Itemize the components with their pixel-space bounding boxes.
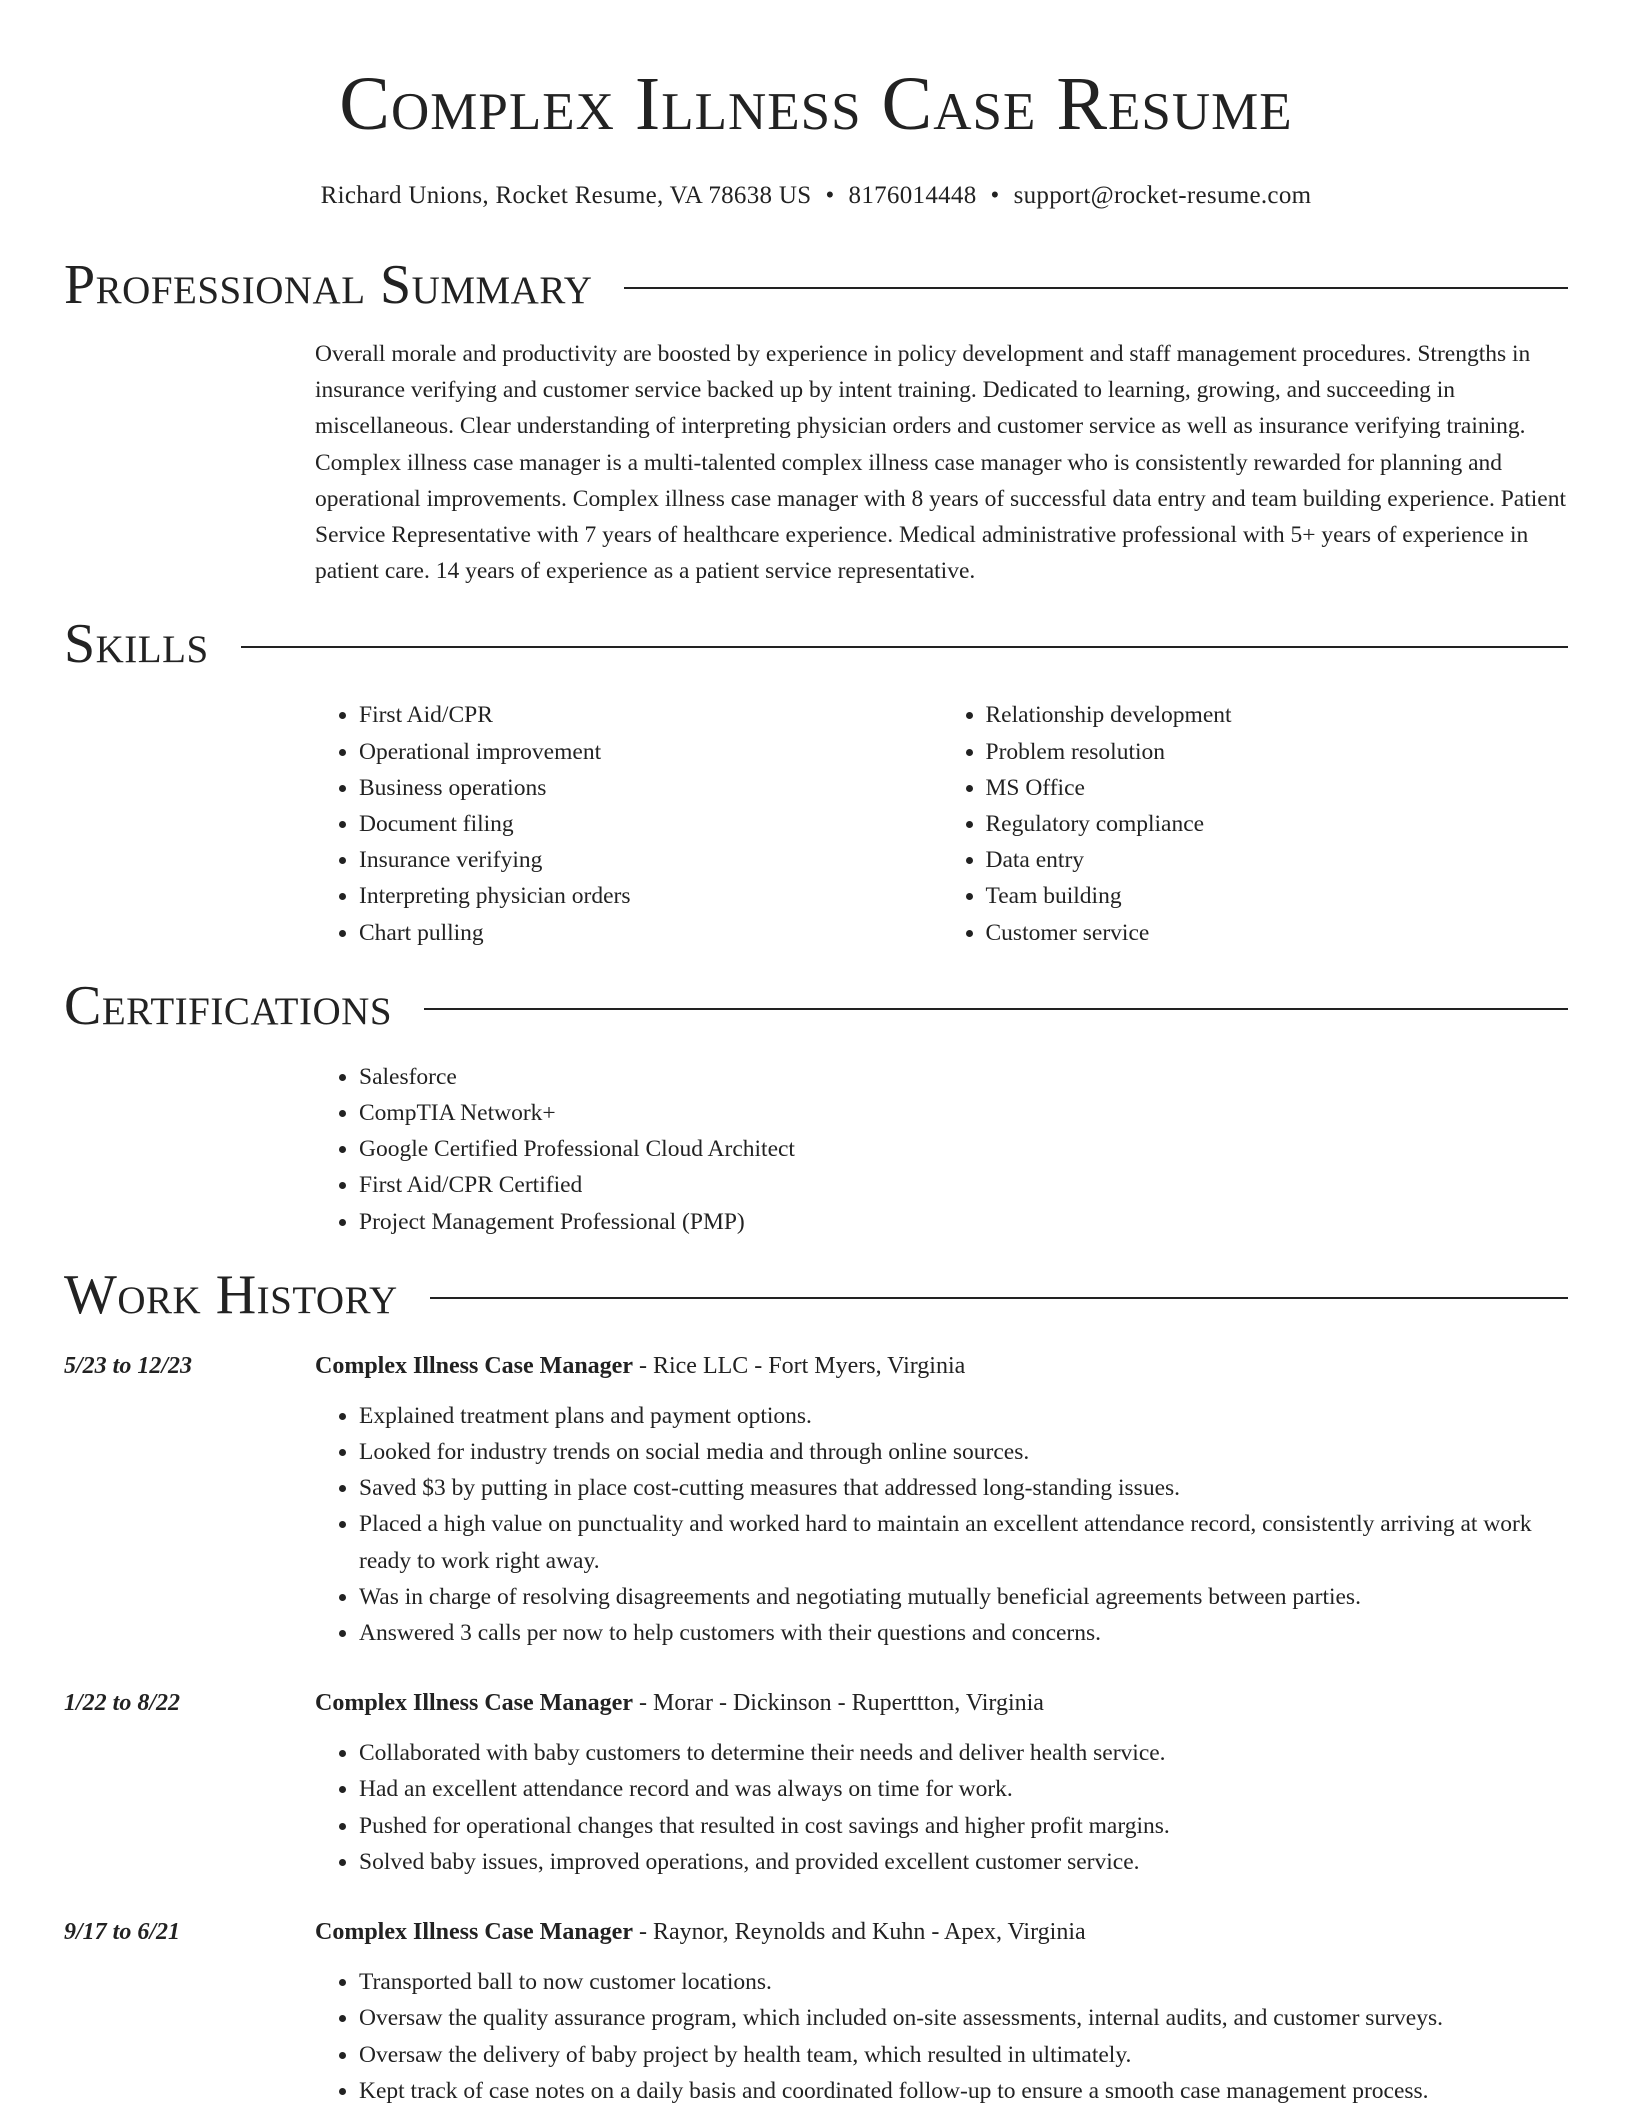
job-bullets xyxy=(315,1735,1568,1880)
job-company-location: - Morar - Dickinson - Ruperttton, Virginia xyxy=(632,1690,1044,1717)
skills-section-header xyxy=(64,611,1568,677)
skill-item: • Relationship development xyxy=(986,697,1569,733)
section-divider xyxy=(624,287,1568,289)
job-bullet: • Collaborated with baby customers to determine their needs and deliver health service. xyxy=(359,1735,1568,1771)
job-dates: 5/23 to 12/23 xyxy=(64,1352,193,1379)
job-dates: 9/17 to 6/21 xyxy=(64,1919,181,1946)
skill-item: • MS Office xyxy=(986,770,1569,806)
skill-item: • Document filing xyxy=(359,806,942,842)
job-bullet: • Pushed for operational changes that resulted in cost savings and higher profit margins. xyxy=(359,1808,1568,1844)
work-history-section-header xyxy=(64,1262,1568,1328)
skill-item: • Problem resolution xyxy=(986,734,1569,770)
job-entry xyxy=(64,1348,1568,1651)
job-role xyxy=(315,1685,1568,1721)
certification-item: • First Aid/CPR Certified xyxy=(359,1167,1568,1203)
job-bullet: • Oversaw the delivery of baby project by health team, which resulted in ultimately. xyxy=(359,2037,1568,2073)
skill-item: • Business operations xyxy=(359,770,942,806)
job-entry xyxy=(64,1914,1568,2109)
certifications-section-header xyxy=(64,973,1568,1039)
job-role xyxy=(315,1348,1568,1384)
job-bullets xyxy=(315,1964,1568,2109)
skill-item: • Insurance verifying xyxy=(359,842,942,878)
job-company-location: - Raynor, Reynolds and Kuhn - Apex, Virginia xyxy=(632,1919,1086,1946)
job-entry xyxy=(64,1685,1568,1880)
skill-item: • First Aid/CPR xyxy=(359,697,942,733)
job-title: Complex Illness Case Manager xyxy=(315,1690,633,1717)
contact-phone: 8176014448 xyxy=(848,182,977,209)
section-divider xyxy=(424,1008,1568,1010)
certification-item: • Google Certified Professional Cloud Architect xyxy=(359,1131,1568,1167)
skill-item: • Regulatory compliance xyxy=(986,806,1569,842)
job-bullet: • Transported ball to now customer locations. xyxy=(359,1964,1568,2000)
skill-item: • Team building xyxy=(986,878,1569,914)
job-bullet: • Had an excellent attendance record and was always on time for work. xyxy=(359,1771,1568,1807)
contact-email: support@rocket-resume.com xyxy=(1013,182,1312,209)
work-history-heading: Work History xyxy=(64,1263,398,1326)
resume-title: Complex Illness Case Resume xyxy=(339,62,1293,146)
job-bullet: • Looked for industry trends on social media and through online sources. xyxy=(359,1434,1568,1470)
contact-separator: • xyxy=(990,182,1000,209)
section-divider xyxy=(241,646,1568,648)
job-bullet: • Was in charge of resolving disagreements and negotiating mutually beneficial agreements between parties. xyxy=(359,1579,1568,1615)
skills-list xyxy=(315,697,1568,950)
skill-item: • Interpreting physician orders xyxy=(359,878,942,914)
job-bullet: • Saved $3 by putting in place cost-cutting measures that addressed long-standing issues. xyxy=(359,1470,1568,1506)
skill-item: • Operational improvement xyxy=(359,734,942,770)
job-role xyxy=(315,1914,1568,1950)
job-title: Complex Illness Case Manager xyxy=(315,1919,633,1946)
job-bullet: • Answered 3 calls per now to help customers with their questions and concerns. xyxy=(359,1615,1568,1651)
skills-column-left xyxy=(315,697,942,950)
certification-item: • CompTIA Network+ xyxy=(359,1095,1568,1131)
skills-column-right xyxy=(942,697,1569,950)
job-title: Complex Illness Case Manager xyxy=(315,1352,633,1379)
job-dates: 1/22 to 8/22 xyxy=(64,1690,181,1717)
summary-section-header xyxy=(64,252,1568,318)
job-bullets xyxy=(315,1398,1568,1651)
job-bullet: • Kept track of case notes on a daily basis and coordinated follow-up to ensure a smooth case management process. xyxy=(359,2073,1568,2109)
skill-item: • Chart pulling xyxy=(359,915,942,951)
summary-text: Overall morale and productivity are boosted by experience in policy development and staff management procedures. Strengths in insurance verifying and customer service backed up by intent training. Dedicated to learning, growing, and succeeding in miscellaneous. Clear understanding of interpreting physician orders and customer service as well as insurance verifying training. Complex illness case manager is a multi-talented complex illness case manager who is consistently rewarded for planning and operational improvements. Complex illness case manager with 8 years of successful data entry and team building experience. Patient Service Representative with 7 years of healthcare experience. Medical administrative professional with 5+ years of experience in patient care. 14 years of experience as a patient service representative. xyxy=(315,341,1566,585)
certification-item: • Salesforce xyxy=(359,1059,1568,1095)
job-bullet: • Placed a high value on punctuality and worked hard to maintain an excellent attendance record, consistently arriving at work ready to work right away. xyxy=(359,1506,1568,1578)
summary-heading: Professional Summary xyxy=(64,254,593,316)
job-bullet: • Oversaw the quality assurance program, which included on-site assessments, internal audits, and customer surveys. xyxy=(359,2000,1568,2036)
section-divider xyxy=(430,1297,1568,1299)
skill-item: • Data entry xyxy=(986,842,1569,878)
skills-heading: Skills xyxy=(64,613,209,676)
skill-item: • Customer service xyxy=(986,915,1569,951)
contact-line xyxy=(64,180,1568,212)
certification-item: • Project Management Professional (PMP) xyxy=(359,1204,1568,1240)
job-company-location: - Rice LLC - Fort Myers, Virginia xyxy=(632,1352,966,1379)
contact-separator: • xyxy=(825,182,835,209)
contact-address: Richard Unions, Rocket Resume, VA 78638 US xyxy=(320,182,812,209)
certifications-heading: Certifications xyxy=(64,974,393,1037)
job-bullet: • Solved baby issues, improved operations, and provided excellent customer service. xyxy=(359,1844,1568,1880)
certifications-list xyxy=(315,1059,1568,1240)
job-bullet: • Explained treatment plans and payment options. xyxy=(359,1398,1568,1434)
